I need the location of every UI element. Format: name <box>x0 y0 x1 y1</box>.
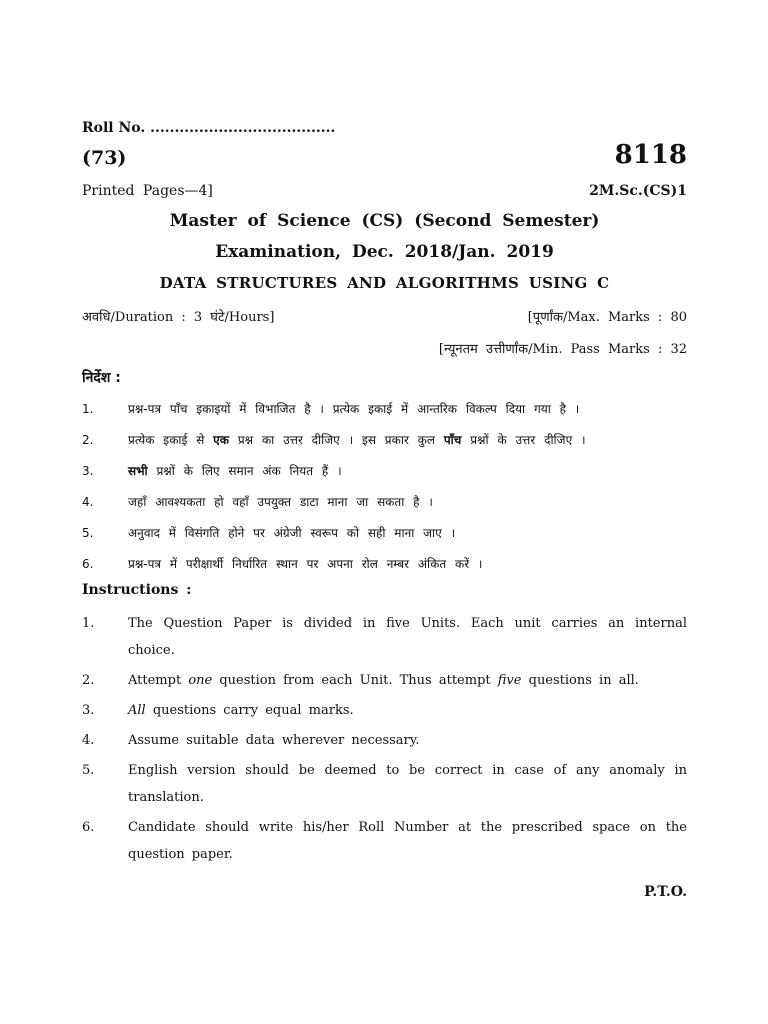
item-text: सभी प्रश्नों के लिए समान अंक नियत हैं । <box>128 464 342 478</box>
item-number: 4. <box>82 495 94 509</box>
list-item <box>82 667 687 694</box>
item-number: 6. <box>82 820 95 835</box>
hindi-instructions-list <box>82 397 687 583</box>
item-text: Candidate should write his/her Roll Number at the prescribed space on the question paper. <box>128 820 687 862</box>
english-instructions-list <box>82 610 687 871</box>
item-number: 6. <box>82 557 94 571</box>
item-number: 1. <box>82 616 95 631</box>
roll-number-line <box>82 120 335 136</box>
list-item <box>82 757 687 811</box>
list-item <box>82 697 687 724</box>
subject-title: DATA STRUCTURES AND ALGORITHMS USING C <box>159 274 610 292</box>
item-number: 3. <box>82 464 94 478</box>
paper-number: (73) <box>82 147 127 169</box>
english-instructions-heading: Instructions : <box>82 582 192 598</box>
roll-label: Roll No. <box>82 120 146 136</box>
item-text: प्रत्येक इकाई से एक प्रश्न का उत्तर दीजिए । इस प्रकार कुल पाँच प्रश्नों के उत्तर दीजिए । <box>128 433 586 447</box>
program-title: Master of Science (CS) (Second Semester) <box>169 211 600 231</box>
item-number: 3. <box>82 703 95 718</box>
item-number: 1. <box>82 402 94 416</box>
item-text: प्रश्न-पत्र पाँच इकाइयों में विभाजित है । प्रत्येक इकाई में आन्तरिक विकल्प दिया गया है । <box>128 402 580 416</box>
list-item <box>82 397 687 428</box>
item-number: 4. <box>82 733 95 748</box>
list-item <box>82 610 687 664</box>
paper-code-large: 8118 <box>614 140 687 170</box>
list-item <box>82 521 687 552</box>
item-text: English version should be deemed to be correct in case of any anomaly in translation. <box>128 763 687 805</box>
item-number: 2. <box>82 673 95 688</box>
please-turn-over: P.T.O. <box>644 884 687 900</box>
max-marks: [पूर्णांक/Max. Marks : 80 <box>527 310 687 325</box>
exam-title: Examination, Dec. 2018/Jan. 2019 <box>215 242 554 262</box>
pass-marks: [न्यूनतम उत्तीर्णांक/Min. Pass Marks : 32 <box>438 342 687 357</box>
item-text: Assume suitable data wherever necessary. <box>128 733 420 748</box>
item-number: 5. <box>82 526 94 540</box>
item-text: All questions carry equal marks. <box>128 703 354 718</box>
printed-pages: Printed Pages—4] <box>82 183 213 199</box>
item-number: 5. <box>82 763 95 778</box>
hindi-instructions-heading: निर्देश : <box>82 370 121 386</box>
list-item <box>82 727 687 754</box>
item-text: The Question Paper is divided in five Units. Each unit carries an internal choice. <box>128 616 687 658</box>
list-item <box>82 490 687 521</box>
list-item <box>82 428 687 459</box>
duration: अवधि/Duration : 3 घंटे/Hours] <box>82 310 275 325</box>
item-text: अनुवाद में विसंगति होने पर अंग्रेजी स्वरूप को सही माना जाए । <box>128 526 456 540</box>
roll-number-blank: ...................................... <box>150 120 336 136</box>
list-item <box>82 814 687 868</box>
list-item <box>82 552 687 583</box>
item-text: जहाँ आवश्यकता हो वहाँ उपयुक्त डाटा माना जा सकता है । <box>128 495 433 509</box>
course-code: 2M.Sc.(CS)1 <box>589 183 687 199</box>
item-text: प्रश्न-पत्र में परीक्षार्थी निर्धारित स्थान पर अपना रोल नम्बर अंकित करें । <box>128 557 483 571</box>
item-text: Attempt one question from each Unit. Thus attempt five questions in all. <box>128 673 639 688</box>
item-number: 2. <box>82 433 94 447</box>
list-item <box>82 459 687 490</box>
